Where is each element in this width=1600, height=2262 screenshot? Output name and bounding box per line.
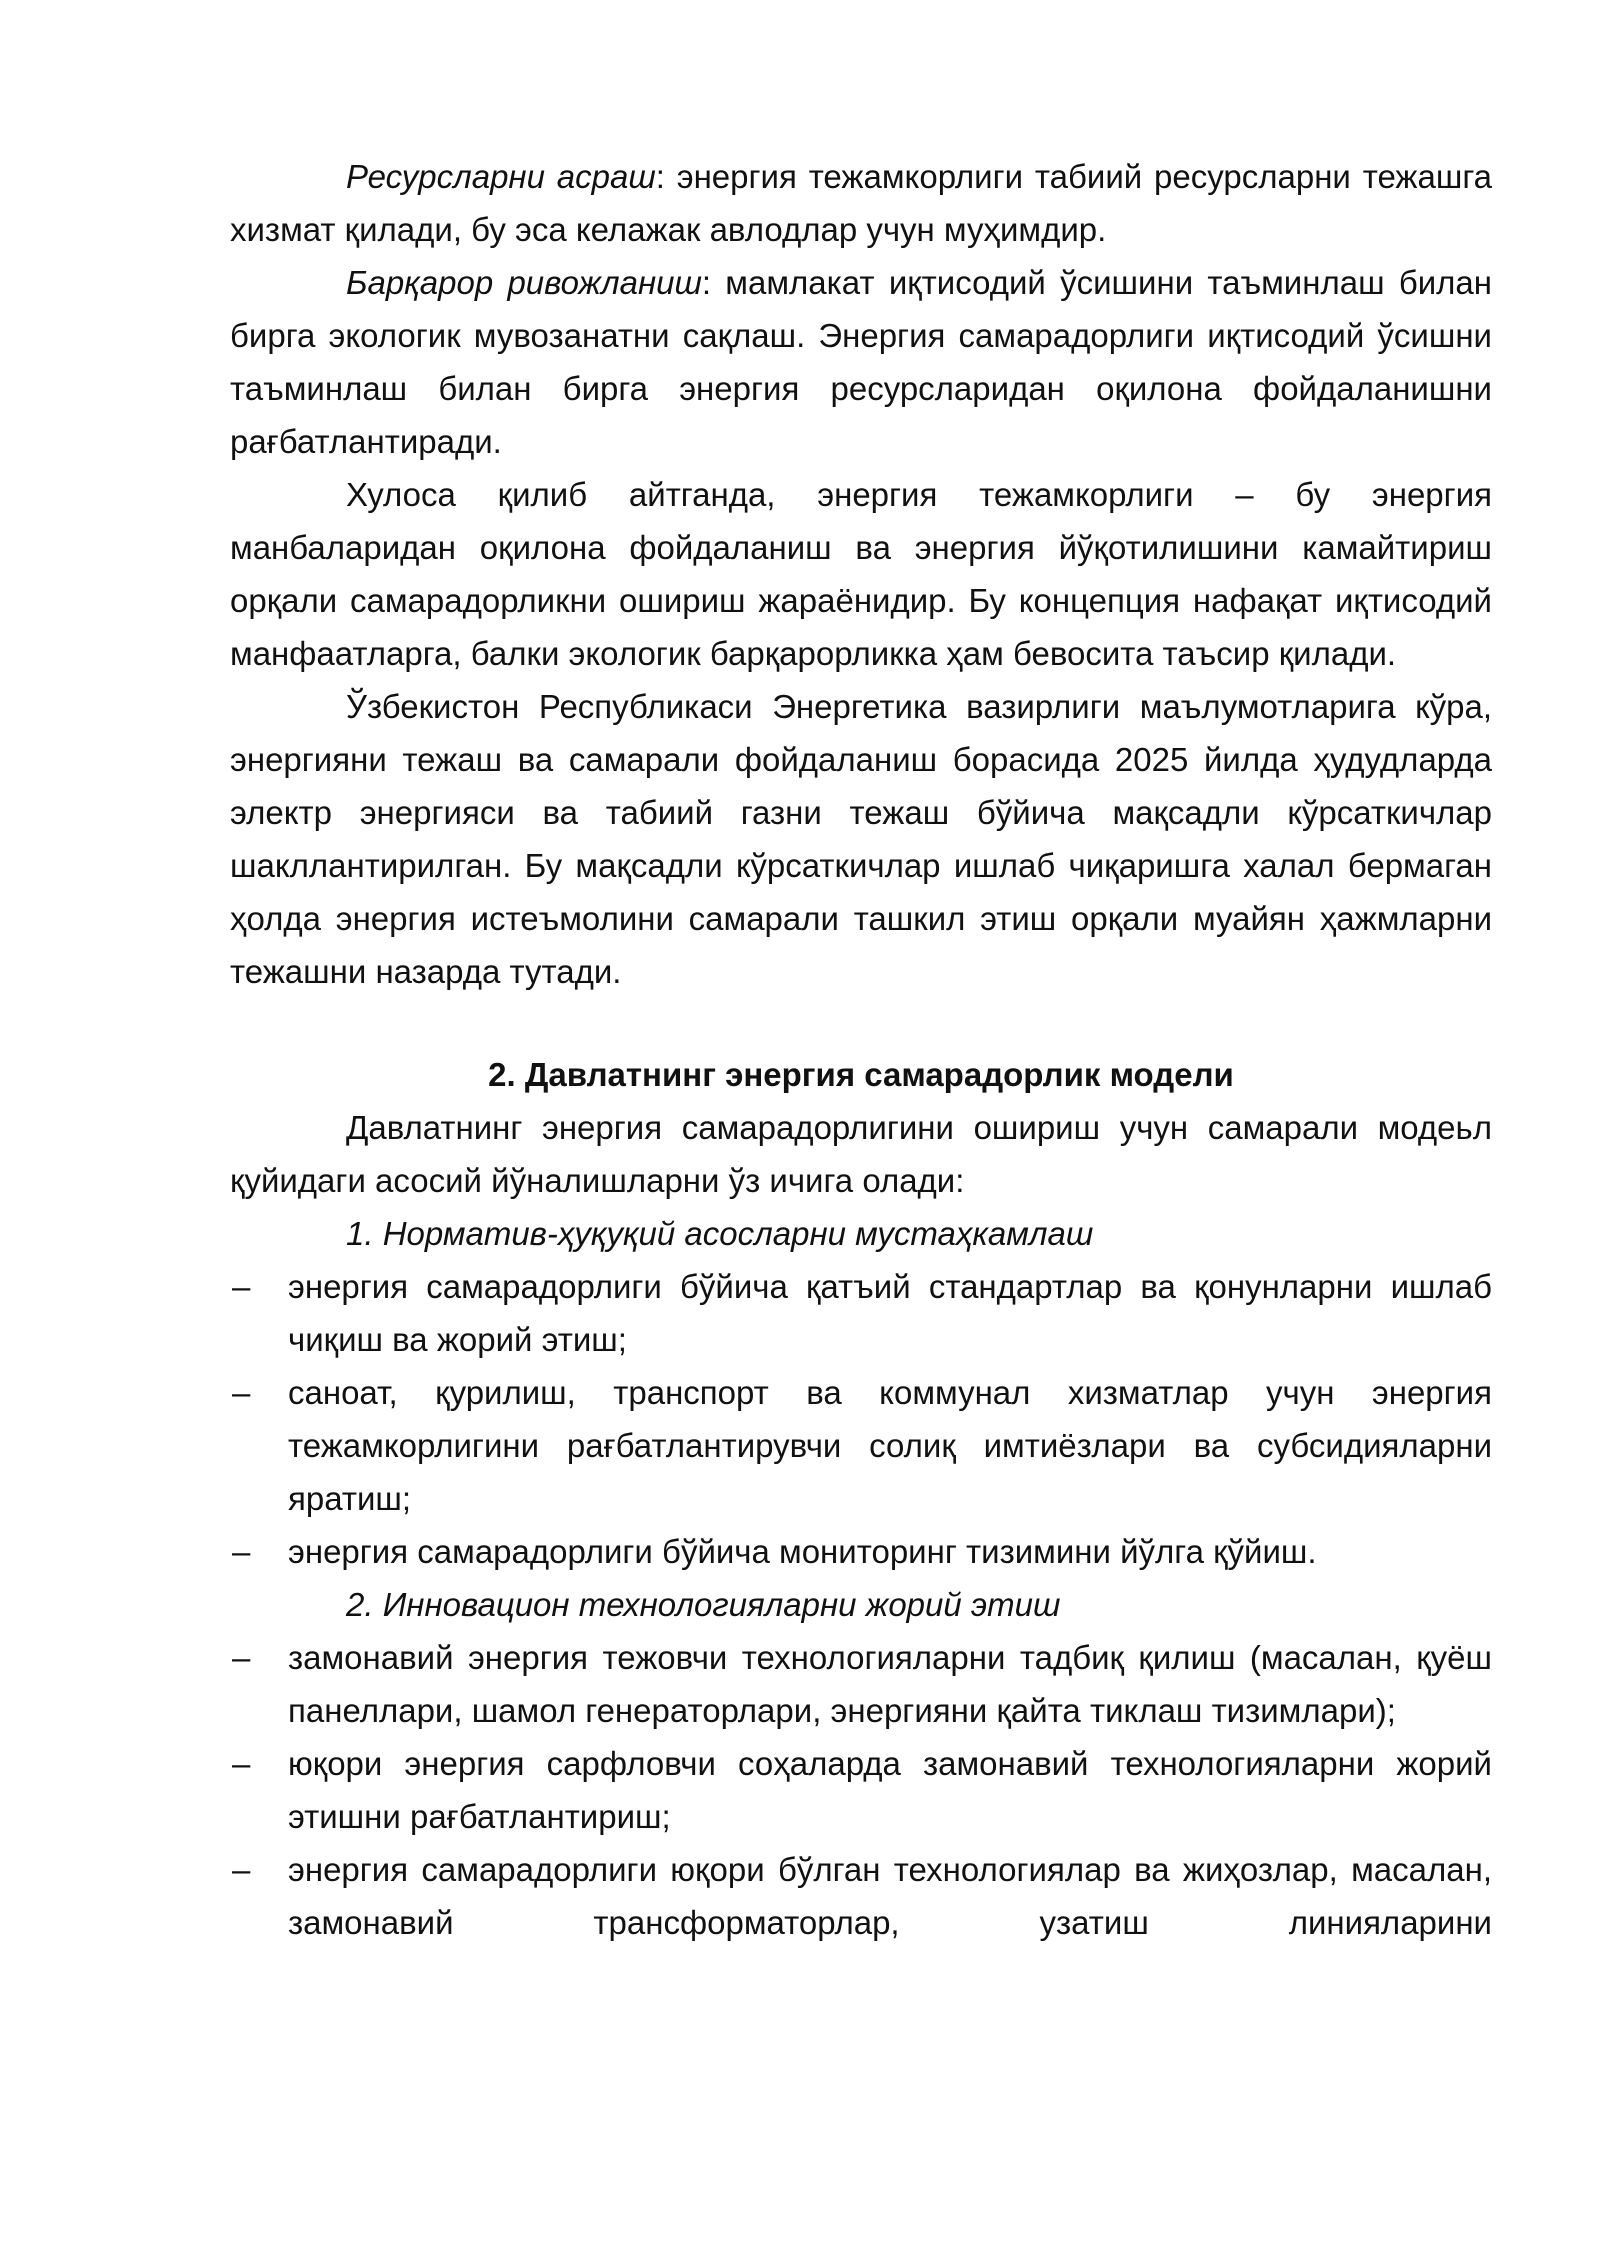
bullet-list-innovation: [230, 1631, 1492, 1949]
subsection-title-legal: 1. Норматив-ҳуқуқий асосларни мустаҳкамлаш: [346, 1215, 1094, 1252]
list-item: [230, 1260, 1492, 1366]
paragraph-resource-saving: [230, 150, 1492, 256]
dash-marker: –: [232, 1268, 251, 1305]
dash-marker: –: [232, 1533, 251, 1570]
list-item: [230, 1366, 1492, 1525]
paragraph-text: Хулоса қилиб айтганда, энергия тежамкорлиги – бу энергия манбаларидан оқилона фойдаланиш ва энергия йўқотилишини камайтириш орқали самарадорликни ошириш жараёнидир. Бу концепция нафақат иқтисодий манфаатларга, балки экологик барқарорликка ҳам бевосита таъсир қилади.: [230, 476, 1492, 672]
list-item: [230, 1525, 1492, 1578]
list-item-text: саноат, қурилиш, транспорт ва коммунал хизматлар учун энергия тежамкорлигини рағбатлантирувчи солиқ имтиёзлари ва субсидияларни яратиш;: [288, 1374, 1492, 1517]
section-intro: Давлатнинг энергия самарадорлигини ошириш учун самарали модеьл қуйидаги асосий йўналишларни ўз ичига олади:: [230, 1109, 1492, 1199]
bullet-list-legal: [230, 1260, 1492, 1578]
paragraph-sustainable-development: [230, 256, 1492, 468]
list-item-text: юқори энергия сарфловчи соҳаларда замонавий технологияларни жорий этишни рағбатлантириш;: [288, 1745, 1492, 1835]
paragraph-conclusion: [230, 468, 1492, 680]
section-heading: 2. Давлатнинг энергия самарадорлик модели: [488, 1056, 1234, 1093]
list-item-text: энергия самарадорлиги бўйича қатъий стандартлар ва қонунларни ишлаб чиқиш ва жорий этиш;: [288, 1268, 1492, 1358]
dash-marker: –: [232, 1745, 251, 1782]
dash-marker: –: [232, 1639, 251, 1676]
paragraph-ministry-data: [230, 680, 1492, 998]
list-item: [230, 1737, 1492, 1843]
paragraph-text: Ўзбекистон Республикаси Энергетика вазирлиги маълумотларига кўра, энергияни тежаш ва самарали фойдаланиш борасида 2025 йилда ҳудудларда электр энергияси ва табиий газни тежаш бўйича мақсадли кўрсаткичлар шакллантирилган. Бу мақсадли кўрсаткичлар ишлаб чиқаришга халал бермаган ҳолда энергия истеъмолини самарали ташкил этиш орқали муайян ҳажмларни тежашни назарда тутади.: [230, 688, 1492, 990]
list-item: [230, 1631, 1492, 1737]
term-resource-saving: Ресурсларни асраш: [346, 158, 656, 195]
list-item-text: энергия самарадорлиги бўйича мониторинг тизимини йўлга қўйиш.: [288, 1533, 1317, 1570]
dash-marker: –: [232, 1851, 251, 1888]
list-item: [230, 1843, 1492, 1949]
paragraph-text: : мамлакат иқтисодий ўсишини таъминлаш билан бирга экологик мувозанатни сақлаш. Энергия самарадорлиги иқтисодий ўсишни таъминлаш билан бирга энергия ресурсларидан оқилона фойдаланишни рағбатлантиради.: [230, 264, 1492, 460]
term-sustainable-development: Барқарор ривожланиш: [346, 264, 702, 301]
list-item-text: замонавий энергия тежовчи технологияларни тадбиқ қилиш (масалан, қуёш панеллари, шамол генераторлари, энергияни қайта тиклаш тизимлари);: [288, 1639, 1492, 1729]
subsection-title-innovation: 2. Инновацион технологияларни жорий этиш: [346, 1586, 1061, 1623]
dash-marker: –: [232, 1374, 251, 1411]
paragraph-text: : энергия тежамкорлиги табиий ресурсларни тежашга хизмат қилади, бу эса келажак авлодлар учун муҳимдир.: [230, 158, 1492, 248]
list-item-text: энергия самарадорлиги юқори бўлган технологиялар ва жиҳозлар, масалан, замонавий трансформаторлар, узатиш линияларини: [288, 1851, 1492, 1941]
document-page: [230, 150, 1492, 1949]
